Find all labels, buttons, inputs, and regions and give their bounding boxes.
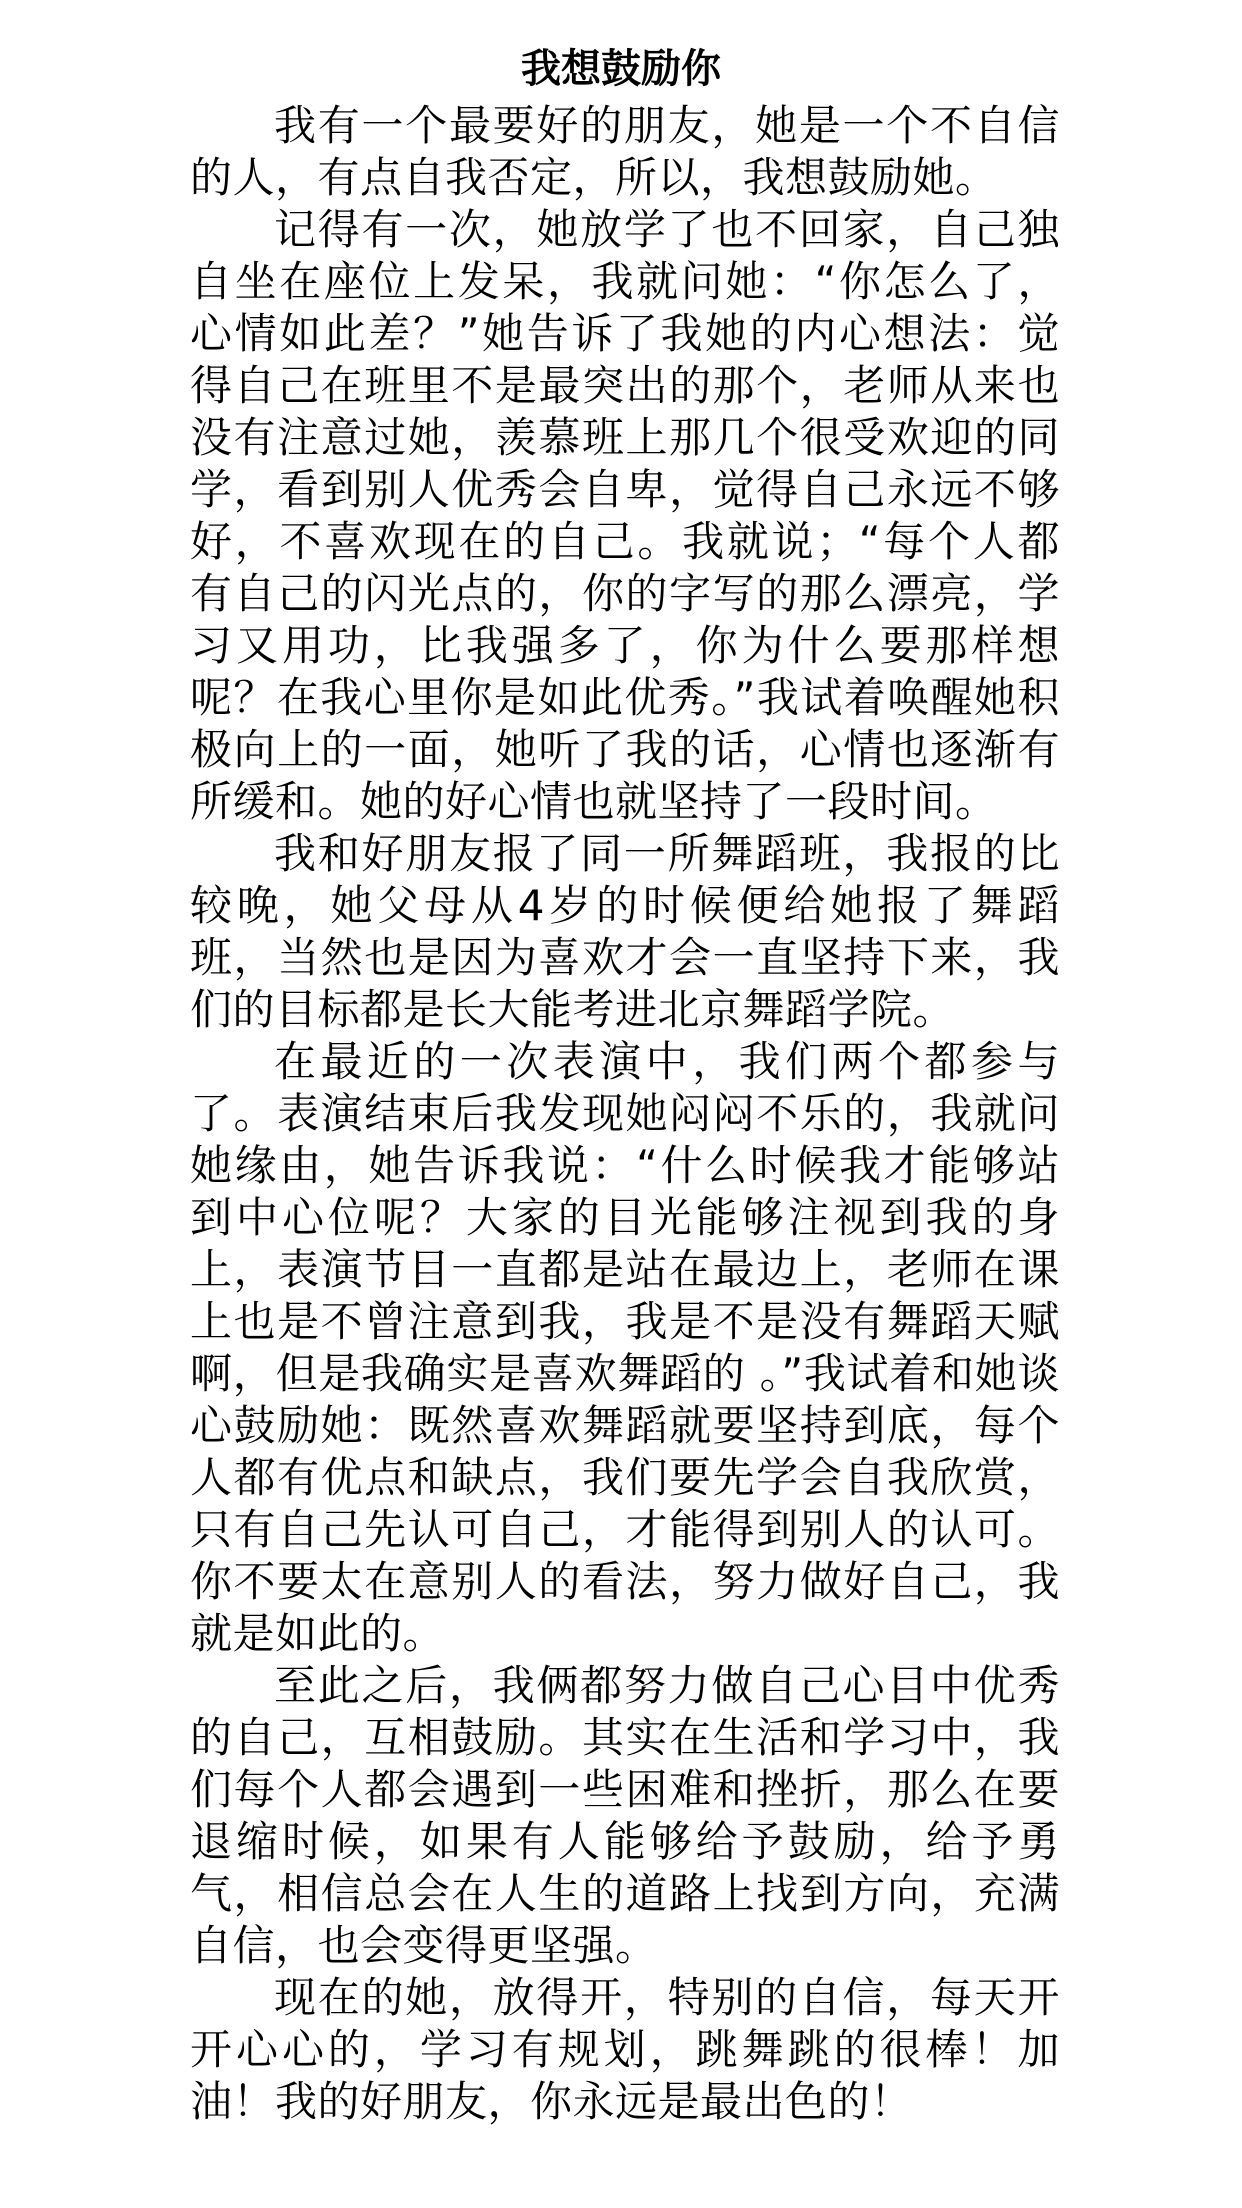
essay-paragraph-4: 在最近的一次表演中，我们两个都参与了。表演结束后我发现她闷闷不乐的，我就问她缘由，她告诉我说：“什么时候我才能够站到中心位呢？大家的目光能够注视到我的身上，表演节目一直都是站在最边上，老师在课上也是不曾注意到我，我是不是没有舞蹈天赋啊，但是我确实是喜欢舞蹈的 。”我试着和她谈心鼓励她：既然喜欢舞蹈就要坚持到底，每个人都有优点和缺点，我们要先学会自我欣赏，只有自己先认可自己，才能得到别人的认可。你不要太在意别人的看法，努力做好自己，我就是如此的。 [190, 1037, 1060, 1658]
essay-body [190, 100, 1060, 2128]
essay-paragraph-5: 至此之后，我俩都努力做自己心目中优秀的自己，互相鼓励。其实在生活和学习中，我们每个人都会遇到一些困难和挫折，那么在要退缩时候，如果有人能够给予鼓励，给予勇气，相信总会在人生的道路上找到方向，充满自信，也会变得更坚强。 [190, 1661, 1060, 1970]
essay-paragraph-2: 记得有一次，她放学了也不回家，自己独自坐在座位上发呆，我就问她：“你怎么了，心情如此差？”她告诉了我她的内心想法：觉得自己在班里不是最突出的那个，老师从来也没有注意过她，羡慕班上那几个很受欢迎的同学，看到别人优秀会自卑，觉得自己永远不够好，不喜欢现在的自己。我就说；“每个人都有自己的闪光点的，你的字写的那么漂亮，学习又用功，比我强多了，你为什么要那样想呢？在我心里你是如此优秀。”我试着唤醒她积极向上的一面，她听了我的话，心情也逐渐有所缓和。她的好心情也就坚持了一段时间。 [190, 205, 1060, 826]
essay-paragraph-3: 我和好朋友报了同一所舞蹈班，我报的比较晚，她父母从4岁的时候便给她报了舞蹈班，当然也是因为喜欢才会一直坚持下来，我们的目标都是长大能考进北京舞蹈学院。 [190, 829, 1060, 1034]
essay-title: 我想鼓励你 [521, 46, 721, 92]
essay-paragraph-6: 现在的她，放得开，特别的自信，每天开开心心的，学习有规划，跳舞跳的很棒！加油！我的好朋友，你永远是最出色的！ [190, 1973, 1060, 2126]
essay-paragraph-1: 我有一个最要好的朋友，她是一个不自信的人，有点自我否定，所以，我想鼓励她。 [190, 101, 1060, 202]
